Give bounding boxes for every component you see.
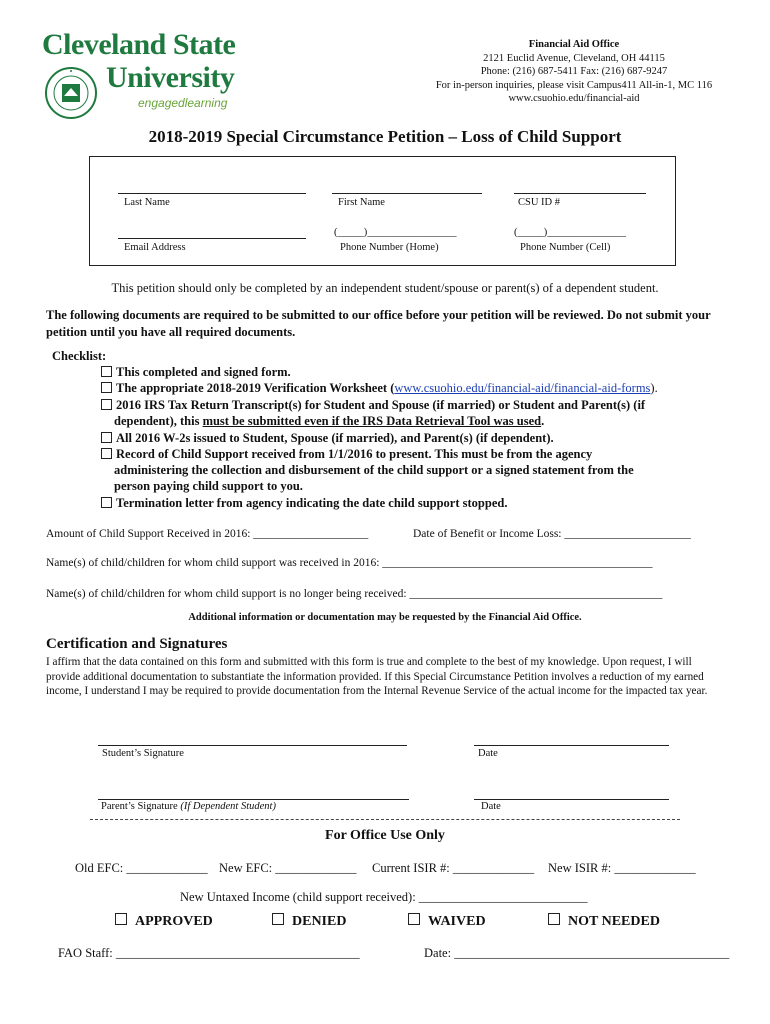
checkbox[interactable] — [101, 382, 112, 393]
office-name: Financial Aid Office — [528, 39, 620, 50]
new-efc-field[interactable]: New EFC: _____________ — [219, 861, 357, 875]
not-needed-option[interactable]: NOT NEEDED — [548, 913, 660, 930]
office-date-field[interactable]: Date: ____________________________________________ — [424, 946, 730, 960]
approved-checkbox[interactable] — [115, 913, 127, 925]
parent-signature-field[interactable] — [98, 799, 409, 800]
checkbox[interactable] — [101, 432, 112, 443]
phone-cell-field[interactable]: (_____)_______________ — [514, 227, 626, 238]
names-no-longer-field[interactable]: Name(s) of child/children for whom child support is no longer being received: ____________________________________________ — [46, 588, 663, 600]
university-seal-icon — [44, 66, 98, 120]
checklist-item: The appropriate 2018-2019 Verification Worksheet (www.csuohio.edu/financial-aid/financial-aid-forms). — [101, 380, 658, 397]
amount-field[interactable]: Amount of Child Support Received in 2016: ____________________ — [46, 528, 369, 540]
checklist-item: 2016 IRS Tax Return Transcript(s) for Student and Spouse (if married) or Student and Parent(s) (if — [101, 397, 645, 414]
date-loss-field[interactable]: Date of Benefit or Income Loss: ______________________ — [413, 528, 691, 540]
certification-text: I affirm that the data contained on this form and submitted with this form is true and complete to the best of my knowledge. Upon request, I will provide additional documentation to substantiate the information provided. If this Special Circumstance Petition involves a reduction of my earned income, I understand I may be required to provide documentation from the Internal Revenue Service of the actual income for the impacted tax year. — [46, 656, 708, 697]
requirement-text: The following documents are required to be submitted to our office before your petition will be reviewed. Do not submit your petition until you have all required documents. — [46, 308, 711, 339]
student-signature-field[interactable] — [98, 745, 407, 746]
student-info-box — [89, 156, 676, 266]
forms-link[interactable]: www.csuohio.edu/financial-aid/financial-aid-forms — [394, 381, 651, 395]
untaxed-income-field[interactable]: New Untaxed Income (child support received): ___________________________ — [180, 890, 588, 904]
checklist-item-cont: person paying child support to you. — [114, 479, 303, 493]
phone-cell-label: Phone Number (Cell) — [520, 242, 611, 253]
checklist-item: All 2016 W-2s issued to Student, Spouse (if married), and Parent(s) (if dependent). — [101, 430, 554, 447]
not-needed-checkbox[interactable] — [548, 913, 560, 925]
names-received-field[interactable]: Name(s) of child/children for whom child support was received in 2016: _______________________________________________ — [46, 557, 653, 569]
office-inperson: For in-person inquiries, please visit Campus411 All-in-1, MC 116 — [435, 79, 713, 91]
checklist-item: This completed and signed form. — [101, 364, 291, 381]
phone-home-field[interactable]: (_____)_________________ — [334, 227, 457, 238]
student-date-field[interactable] — [474, 745, 669, 746]
logo-line1: Cleveland State — [42, 28, 236, 61]
certification-heading: Certification and Signatures — [46, 636, 228, 652]
email-field[interactable] — [118, 238, 306, 239]
phone-home-label: Phone Number (Home) — [340, 242, 439, 253]
checkbox[interactable] — [101, 366, 112, 377]
checkbox[interactable] — [101, 497, 112, 508]
checkbox[interactable] — [101, 399, 112, 410]
denied-option[interactable]: DENIED — [272, 913, 346, 930]
university-logo — [42, 30, 282, 120]
new-isir-field[interactable]: New ISIR #: _____________ — [548, 861, 696, 875]
current-isir-field[interactable]: Current ISIR #: _____________ — [372, 861, 535, 875]
parent-signature-label: Parent’s Signature (If Dependent Student) — [101, 801, 276, 812]
office-phone: Phone: (216) 687-5411 Fax: (216) 687-9247 — [480, 66, 668, 77]
logo-line2: University — [106, 61, 235, 94]
last-name-field[interactable] — [118, 193, 306, 194]
denied-checkbox[interactable] — [272, 913, 284, 925]
csu-id-label: CSU ID # — [518, 197, 561, 208]
additional-info-note: Additional information or documentation may be requested by the Financial Aid Office. — [188, 612, 582, 623]
old-efc-field[interactable]: Old EFC: _____________ — [75, 861, 208, 875]
office-web[interactable]: www.csuohio.edu/financial-aid — [508, 93, 640, 104]
first-name-field[interactable] — [332, 193, 482, 194]
last-name-label: Last Name — [124, 197, 170, 208]
checklist-item: Record of Child Support received from 1/1/2016 to present. This must be from the agency — [101, 446, 592, 463]
office-use-heading: For Office Use Only — [325, 828, 445, 843]
checklist-heading: Checklist: — [52, 349, 107, 363]
office-address: 2121 Euclid Avenue, Cleveland, OH 44115 — [483, 52, 665, 64]
checkbox[interactable] — [101, 448, 112, 459]
fao-staff-field[interactable]: FAO Staff: _______________________________________ — [58, 946, 360, 960]
parent-date-field[interactable] — [474, 799, 669, 800]
student-date-label: Date — [478, 748, 498, 759]
email-label: Email Address — [124, 242, 186, 253]
office-header — [400, 38, 748, 106]
office-use-divider — [90, 819, 680, 820]
checklist-item: Termination letter from agency indicating the date child support stopped. — [101, 495, 507, 512]
student-signature-label: Student’s Signature — [102, 748, 184, 759]
intro-text: This petition should only be completed by an independent student/spouse or parent(s) of a dependent student. — [111, 281, 659, 295]
parent-date-label: Date — [481, 801, 501, 812]
checklist-item-cont: dependent), this must be submitted even if the IRS Data Retrieval Tool was used. — [114, 414, 545, 428]
waived-checkbox[interactable] — [408, 913, 420, 925]
approved-option[interactable]: APPROVED — [115, 913, 213, 930]
waived-option[interactable]: WAIVED — [408, 913, 486, 930]
csu-id-field[interactable] — [514, 193, 646, 194]
checklist-item-cont: administering the collection and disbursement of the child support or a signed statement from the — [114, 463, 634, 477]
first-name-label: First Name — [338, 197, 385, 208]
logo-tagline: engagedlearning — [138, 96, 228, 110]
page-title: 2018-2019 Special Circumstance Petition – Loss of Child Support — [148, 127, 622, 146]
